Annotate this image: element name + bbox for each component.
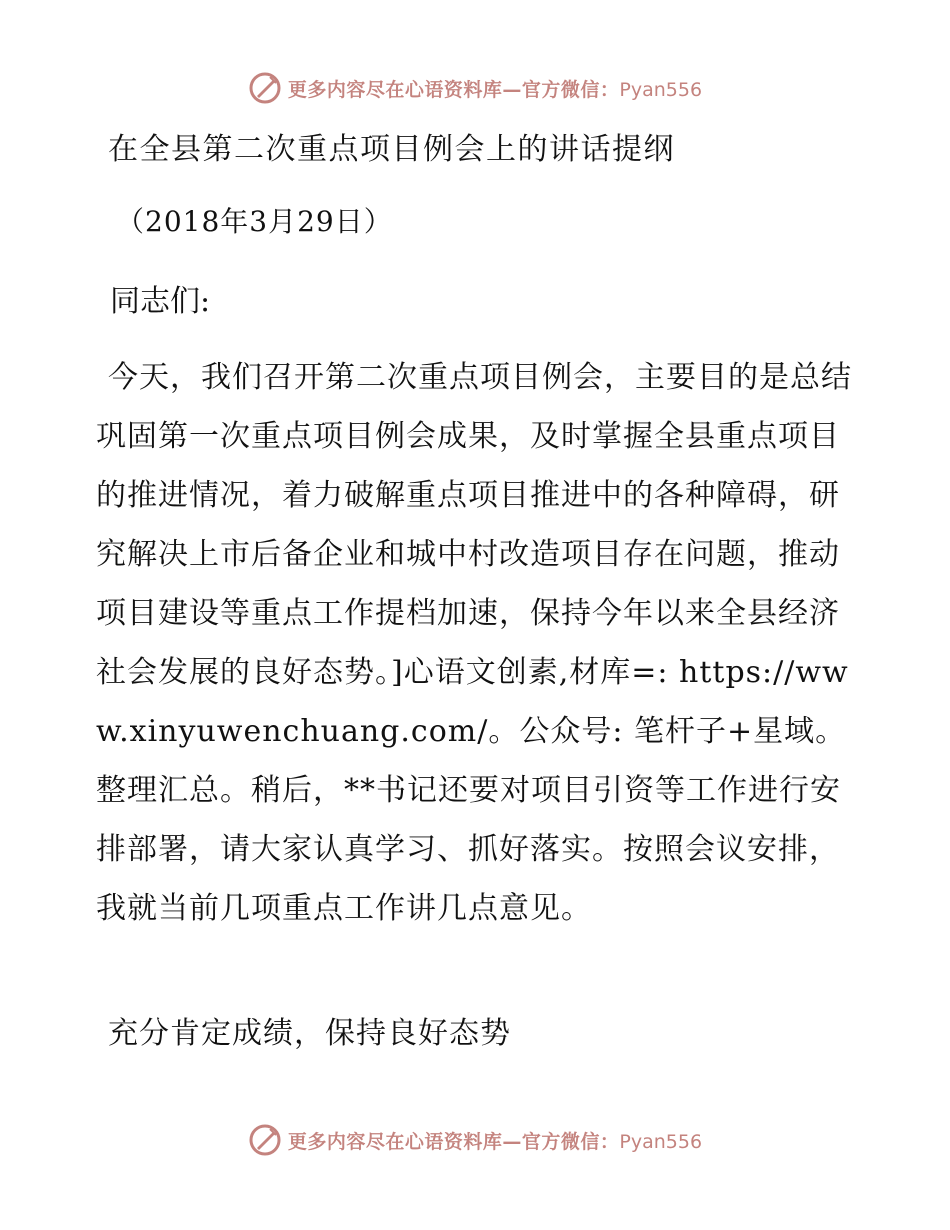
watermark-footer: [0, 1120, 950, 1160]
quill-pen-circle-icon: [248, 71, 282, 105]
watermark-text: 更多内容尽在心语资料库—官方微信：Pyan556: [287, 78, 703, 101]
watermark-header: [0, 68, 950, 108]
section-heading: 充分肯定成绩，保持良好态势: [108, 1016, 511, 1051]
watermark-text: 更多内容尽在心语资料库—官方微信：Pyan556: [287, 1130, 703, 1153]
document-date: （2018年3月29日）: [116, 205, 393, 238]
body-paragraph: 今天，我们召开第二次重点项目例会，主要目的是总结巩固第一次重点项目例会成果，及时掌握全县重点项目的推进情况，着力破解重点项目推进中的各种障碍，研究解决上市后备企业和城中村改造项目存在问题，推动项目建设等重点工作提档加速，保持今年以来全县经济社会发展的良好态势。]心语文创素,材库=: https://www.xinyuwenchuang.com/。公众号: 笔杆子+星域。整理汇总。稍后，**书记还要对项目引资等工作进行安排部署，请大家认真学习、抓好落实。按照会议安排，我就当前几项重点工作讲几点意见。: [96, 360, 852, 926]
watermark-id: Pyan556: [619, 78, 703, 101]
salutation: 同志们:: [110, 284, 211, 319]
quill-pen-circle-icon: [248, 1123, 282, 1157]
document-title: 在全县第二次重点项目例会上的讲话提纲: [108, 132, 675, 167]
watermark-id: Pyan556: [619, 1130, 703, 1153]
